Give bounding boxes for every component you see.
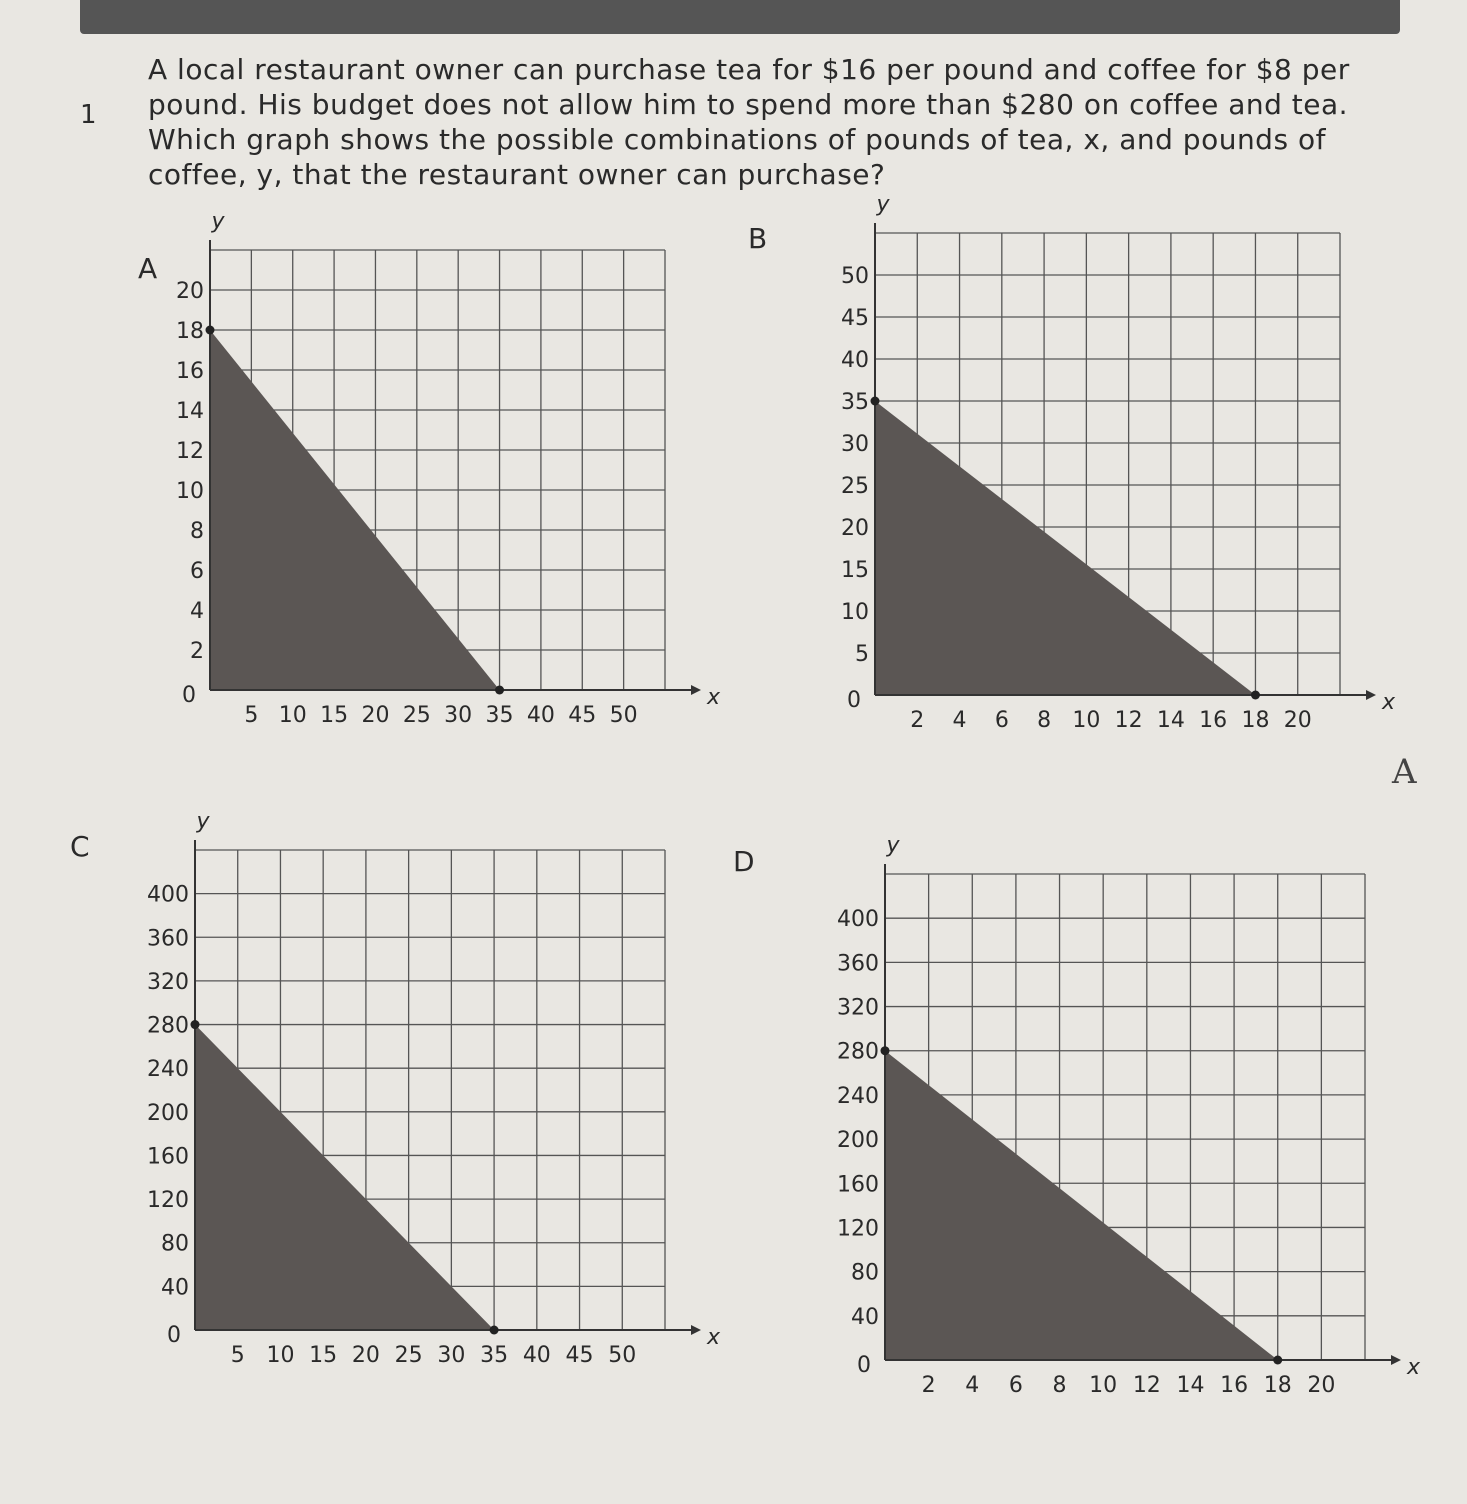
option-label-d[interactable]: D [733,845,755,878]
option-label-a[interactable]: A [138,252,158,285]
x-tick-label: 10 [1072,708,1101,733]
x-tick-label: 45 [565,1343,594,1368]
y-tick-label: 280 [147,1013,189,1039]
y-tick-label: 10 [841,600,869,625]
boundary-point [191,1020,200,1029]
y-tick-label: 25 [841,474,869,499]
y-tick-label: 160 [837,1172,879,1198]
x-tick-label: 35 [480,1343,509,1368]
shaded-region [875,401,1255,695]
y-tick-label: 80 [161,1231,189,1257]
y-tick-label: 360 [837,951,879,977]
x-tick-label: 30 [444,703,473,728]
top-edge-bar [80,0,1400,34]
y-tick-label: 320 [837,995,879,1021]
x-tick-label: 16 [1199,708,1228,733]
question-text: A local restaurant owner can purchase tea for $16 per pound and coffee for $8 per pound. His budget does not allow him to spend more than $280 on coffee and tea. Which graph shows the possible combinations of pounds of tea, x, and pounds of coffee, y, that the restaurant owner can purchase? [148,53,1350,191]
x-tick-label: 20 [1307,1373,1336,1398]
y-tick-label: 200 [147,1100,189,1126]
y-tick-label: 320 [147,969,189,995]
x-tick-label: 8 [1037,708,1052,733]
y-tick-label: 20 [841,516,869,541]
y-tick-label: 400 [147,882,189,908]
y-tick-label: 4 [190,599,204,624]
x-tick-label: 10 [278,703,307,728]
y-tick-label: 5 [855,642,869,667]
x-axis-label: x [1407,1355,1421,1380]
x-tick-label: 30 [437,1343,466,1368]
x-tick-label: 5 [244,703,259,728]
y-tick-label: 40 [841,348,869,373]
origin-label: 0 [847,688,861,713]
x-tick-label: 40 [526,703,555,728]
y-tick-label: 14 [176,399,204,424]
boundary-point [495,686,504,695]
y-tick-label: 10 [176,479,204,504]
y-tick-label: 12 [176,439,204,464]
x-tick-label: 6 [994,708,1009,733]
x-axis-arrow [1366,690,1376,700]
x-axis-label: x [1382,690,1396,715]
y-tick-label: 120 [837,1216,879,1242]
x-tick-label: 45 [568,703,597,728]
x-tick-label: 4 [952,708,967,733]
boundary-point [881,1046,890,1055]
x-tick-label: 18 [1263,1373,1292,1398]
x-tick-label: 20 [1283,708,1312,733]
x-tick-label: 15 [320,703,349,728]
y-tick-label: 18 [176,319,204,344]
x-tick-label: 50 [609,703,638,728]
option-label-b[interactable]: B [748,222,768,255]
x-tick-label: 25 [402,703,431,728]
y-tick-label: 50 [841,264,869,289]
y-axis-label: y [196,809,210,834]
question-number: 1 [80,100,97,130]
y-tick-label: 400 [837,907,879,933]
y-tick-label: 20 [176,279,204,304]
graph-b[interactable] [800,192,1400,745]
y-tick-label: 45 [841,306,869,331]
y-tick-label: 8 [190,519,204,544]
y-tick-label: 40 [851,1304,879,1330]
y-axis-label: y [876,192,890,217]
x-tick-label: 10 [266,1343,295,1368]
graph-c[interactable] [120,809,721,1390]
x-axis-arrow [691,685,701,695]
x-tick-label: 14 [1176,1373,1205,1398]
x-tick-label: 2 [910,708,925,733]
boundary-point [206,326,215,335]
x-tick-label: 12 [1114,708,1143,733]
y-tick-label: 6 [190,559,204,584]
handwritten-mark: A [1392,752,1417,792]
y-tick-label: 280 [837,1039,879,1065]
y-tick-label: 30 [841,432,869,457]
y-tick-label: 240 [147,1057,189,1083]
x-tick-label: 50 [608,1343,637,1368]
x-tick-label: 4 [965,1373,980,1398]
x-tick-label: 2 [921,1373,936,1398]
x-tick-label: 12 [1132,1373,1161,1398]
x-tick-label: 6 [1008,1373,1023,1398]
y-tick-label: 200 [837,1128,879,1154]
x-tick-label: 25 [394,1343,423,1368]
y-tick-label: 35 [841,390,869,415]
x-tick-label: 8 [1052,1373,1067,1398]
x-axis-label: x [707,1325,721,1350]
x-tick-label: 20 [351,1343,380,1368]
origin-label: 0 [182,683,196,708]
x-tick-label: 35 [485,703,514,728]
y-tick-label: 2 [190,639,204,664]
origin-label: 0 [857,1353,871,1378]
shaded-region [195,1025,494,1330]
x-tick-label: 10 [1089,1373,1118,1398]
x-axis-arrow [691,1325,701,1335]
boundary-point [490,1326,499,1335]
y-tick-label: 15 [841,558,869,583]
shaded-region [885,1051,1278,1360]
y-tick-label: 120 [147,1188,189,1214]
x-axis-label: x [707,685,721,710]
boundary-point [1273,1356,1282,1365]
y-axis-label: y [886,833,900,858]
shaded-region [210,330,500,690]
boundary-point [871,397,880,406]
y-axis-label: y [211,209,225,234]
boundary-point [1251,691,1260,700]
y-tick-label: 80 [851,1260,879,1286]
x-tick-label: 14 [1156,708,1185,733]
option-label-c[interactable]: C [70,830,90,863]
x-tick-label: 5 [230,1343,245,1368]
x-tick-label: 40 [522,1343,551,1368]
x-tick-label: 18 [1241,708,1270,733]
origin-label: 0 [167,1323,181,1348]
x-tick-label: 16 [1220,1373,1249,1398]
y-tick-label: 240 [837,1083,879,1109]
x-tick-label: 15 [309,1343,338,1368]
graph-d[interactable] [810,833,1421,1410]
y-tick-label: 360 [147,926,189,952]
x-tick-label: 20 [361,703,390,728]
y-tick-label: 160 [147,1144,189,1170]
y-tick-label: 16 [176,359,204,384]
graph-a[interactable] [100,209,721,750]
x-axis-arrow [1391,1355,1401,1365]
y-tick-label: 40 [161,1275,189,1301]
